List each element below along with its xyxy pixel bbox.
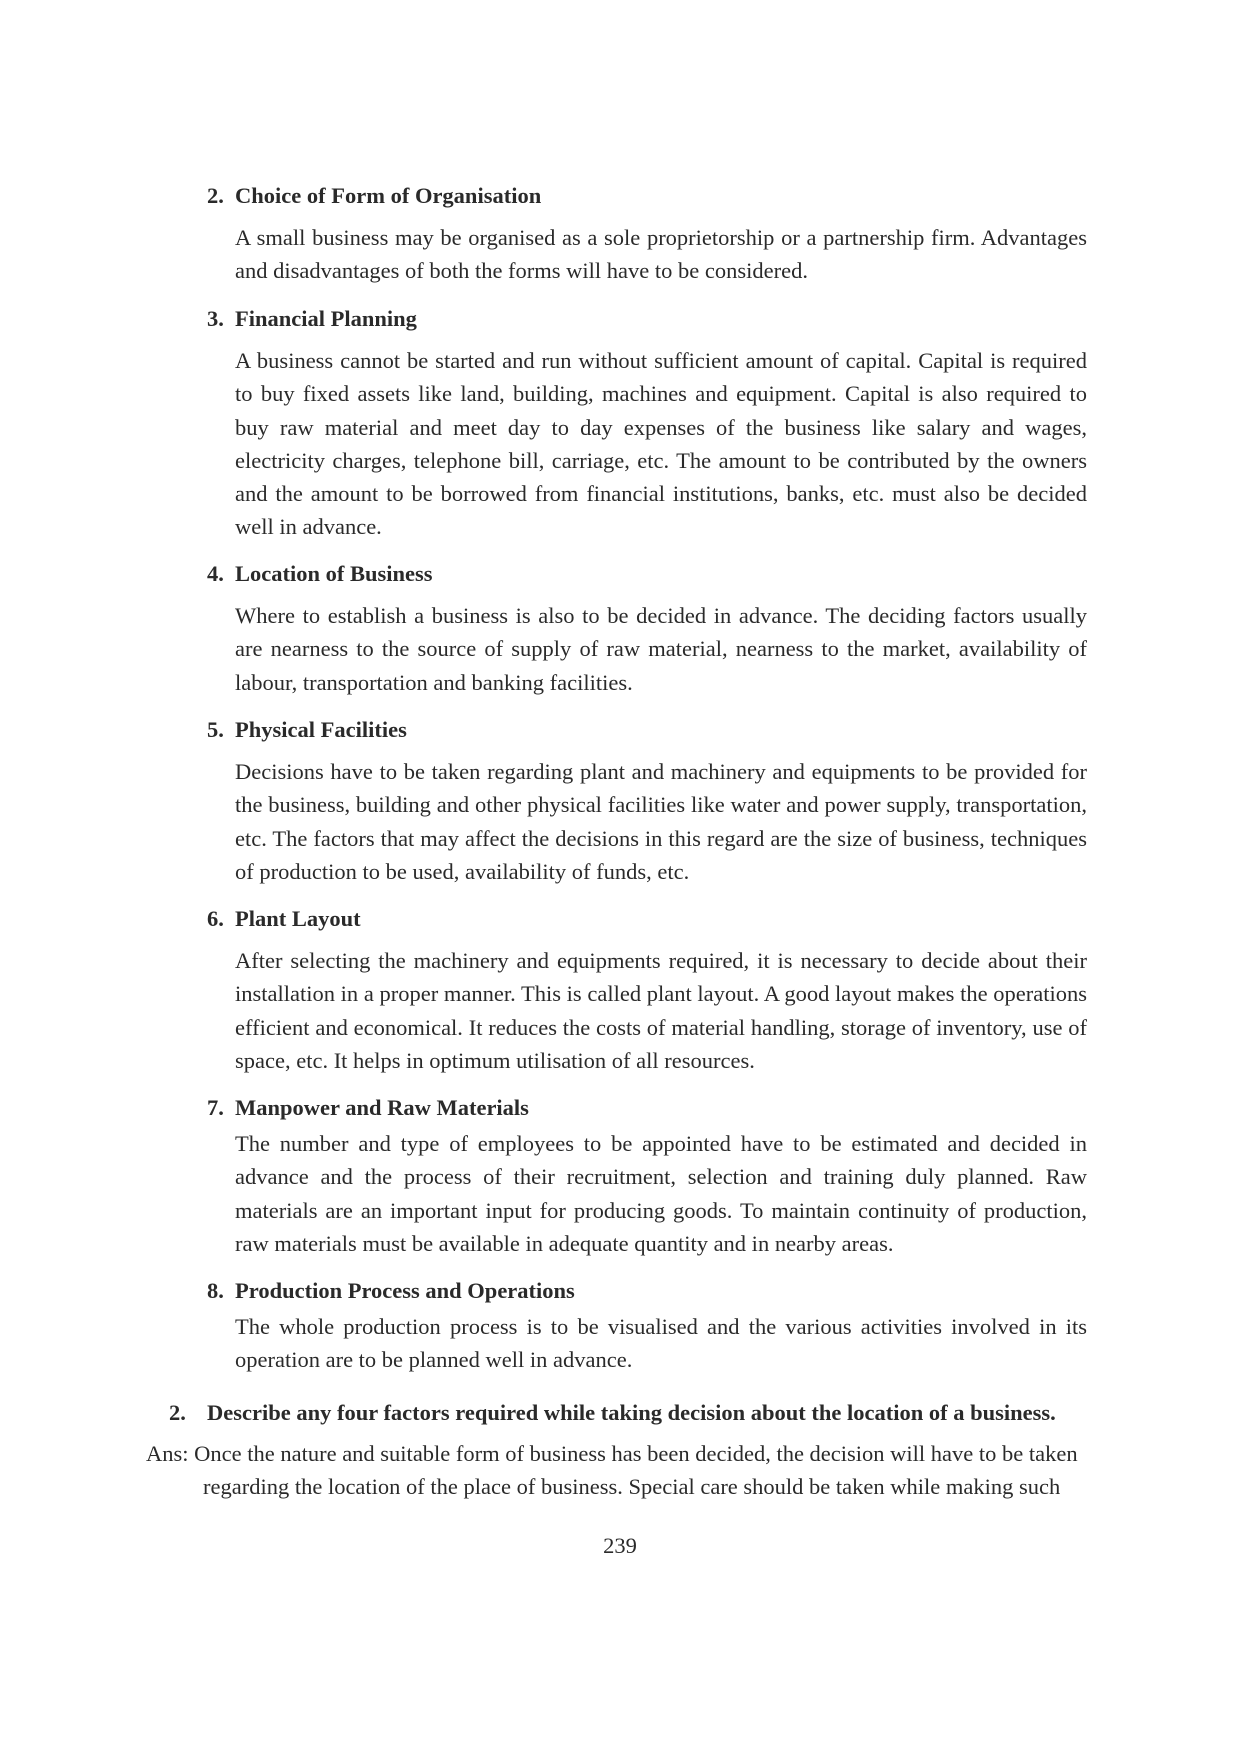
question-text: Describe any four factors required while taking decision about the location of a business. xyxy=(207,1400,1056,1425)
section-form-of-organisation xyxy=(207,181,1087,288)
section-number: 6. xyxy=(207,906,224,931)
answer-line-2: regarding the location of the place of business. Special care should be taken while making such xyxy=(203,1474,1061,1500)
answer-text: Once the nature and suitable form of business has been decided, the decision will have to be taken xyxy=(194,1441,1078,1466)
section-title: Location of Business xyxy=(235,561,433,586)
question-number: 2. xyxy=(169,1400,186,1425)
section-plant-layout xyxy=(207,904,1087,1077)
section-manpower-raw-materials xyxy=(207,1093,1087,1260)
section-heading xyxy=(207,1276,1087,1306)
section-body: Where to establish a business is also to be decided in advance. The deciding factors usually are nearness to the source of supply of raw material, nearness to the market, availability of labour, transportation and banking facilities. xyxy=(235,603,1087,695)
section-physical-facilities xyxy=(207,715,1087,888)
section-number: 4. xyxy=(207,561,224,586)
section-body: After selecting the machinery and equipments required, it is necessary to decide about their installation in a proper manner. This is called plant layout. A good layout makes the operations efficient and economical. It reduces the costs of material handling, storage of inventory, use of space, etc. It helps in optimum utilisation of all resources. xyxy=(235,948,1087,1073)
section-heading xyxy=(207,181,1087,211)
answer-label: Ans: xyxy=(146,1441,189,1466)
section-title: Manpower and Raw Materials xyxy=(235,1095,529,1120)
section-number: 8. xyxy=(207,1278,224,1303)
section-financial-planning xyxy=(207,304,1087,544)
page-number: 239 xyxy=(603,1533,637,1558)
section-number: 2. xyxy=(207,183,224,208)
section-number: 5. xyxy=(207,717,224,742)
section-number: 7. xyxy=(207,1095,224,1120)
section-title: Plant Layout xyxy=(235,906,361,931)
section-production-process xyxy=(207,1276,1087,1377)
section-heading xyxy=(207,715,1087,745)
section-location-of-business xyxy=(207,559,1087,699)
section-body: A small business may be organised as a sole proprietorship or a partnership firm. Advantages and disadvantages of both the forms will have to be considered. xyxy=(235,225,1087,284)
section-heading xyxy=(207,559,1087,589)
section-title: Production Process and Operations xyxy=(235,1278,575,1303)
section-heading xyxy=(207,1093,1087,1123)
section-title: Physical Facilities xyxy=(235,717,407,742)
section-body: A business cannot be started and run without sufficient amount of capital. Capital is required to buy fixed assets like land, building, machines and equipment. Capital is also required to buy raw material and meet day to day expenses of the business like salary and wages, electricity charges, telephone bill, carriage, etc. The amount to be contributed by the owners and the amount to be borrowed from financial institutions, banks, etc. must also be decided well in advance. xyxy=(235,348,1087,540)
section-body: The number and type of employees to be appointed have to be estimated and decided in advance and the process of their recruitment, selection and training duly planned. Raw materials are an important input for producing goods. To maintain continuity of production, raw materials must be available in adequate quantity and in nearby areas. xyxy=(235,1131,1087,1256)
section-heading xyxy=(207,904,1087,934)
answer-line-1 xyxy=(146,1437,1088,1470)
section-title: Choice of Form of Organisation xyxy=(235,183,542,208)
question xyxy=(169,1398,1089,1428)
section-title: Financial Planning xyxy=(235,306,417,331)
section-number: 3. xyxy=(207,306,224,331)
section-body: The whole production process is to be visualised and the various activities involved in its operation are to be planned well in advance. xyxy=(235,1314,1087,1373)
answer xyxy=(146,1437,1088,1504)
section-body: Decisions have to be taken regarding plant and machinery and equipments to be provided for the business, building and other physical facilities like water and power supply, transportation, etc. The factors that may affect the decisions in this regard are the size of business, techniques of production to be used, availability of funds, etc. xyxy=(235,759,1087,884)
section-heading xyxy=(207,304,1087,334)
